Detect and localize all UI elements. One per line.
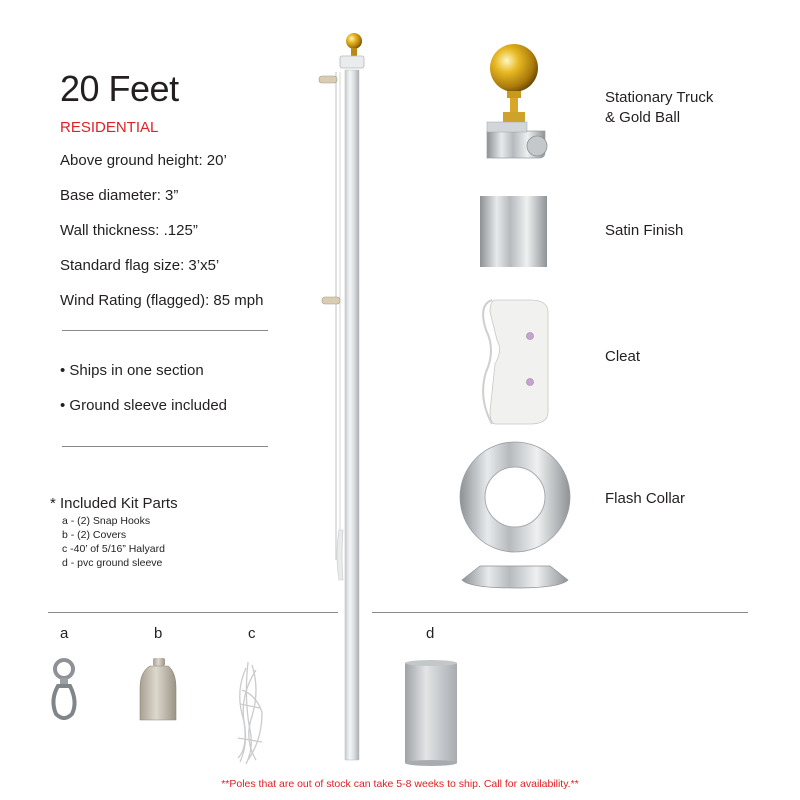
spec-flag-size: Standard flag size: 3’x5’	[60, 257, 220, 274]
page-title: 20 Feet	[60, 68, 179, 109]
category-label: RESIDENTIAL	[60, 119, 159, 136]
gold-ball-icon	[346, 33, 362, 49]
feature-collar-label: Flash Collar	[605, 490, 686, 507]
snap-hook-icon	[53, 660, 74, 718]
spec-base-diameter: Base diameter: 3”	[60, 187, 179, 204]
kit-item-b: b - (2) Covers	[62, 529, 127, 541]
kit-item-d: d - pvc ground sleeve	[62, 557, 163, 569]
part-label-d: d	[426, 625, 435, 642]
spec-wind-rating: Wind Rating (flagged): 85 mph	[60, 292, 264, 309]
flash-collar-icon	[460, 442, 570, 588]
part-label-c: c	[248, 625, 256, 642]
feature-truck-label: Stationary Truck & Gold Ball	[605, 89, 714, 126]
feature-finish-label: Satin Finish	[605, 222, 684, 239]
halyard-rope-icon	[238, 662, 262, 764]
part-label-a: a	[60, 625, 69, 642]
part-label-b: b	[154, 625, 163, 642]
ground-sleeve-icon	[405, 660, 457, 766]
availability-note: **Poles that are out of stock can take 5-8 weeks to ship. Call for availability.**	[221, 778, 579, 790]
spec-wall-thickness: Wall thickness: .125”	[60, 222, 198, 239]
feature-cleat-label: Cleat	[605, 348, 641, 365]
cover-icon	[140, 658, 176, 720]
kit-item-c: c -40’ of 5/16” Halyard	[62, 543, 165, 555]
bullet-sleeve: • Ground sleeve included	[60, 397, 228, 414]
cleat-icon	[483, 300, 548, 424]
kit-item-a: a - (2) Snap Hooks	[62, 515, 151, 527]
kit-title: * Included Kit Parts	[50, 495, 178, 512]
bullet-ships: • Ships in one section	[60, 362, 204, 379]
spec-height: Above ground height: 20’	[60, 152, 227, 169]
satin-finish-swatch	[480, 196, 547, 267]
stationary-truck-image	[487, 44, 547, 158]
